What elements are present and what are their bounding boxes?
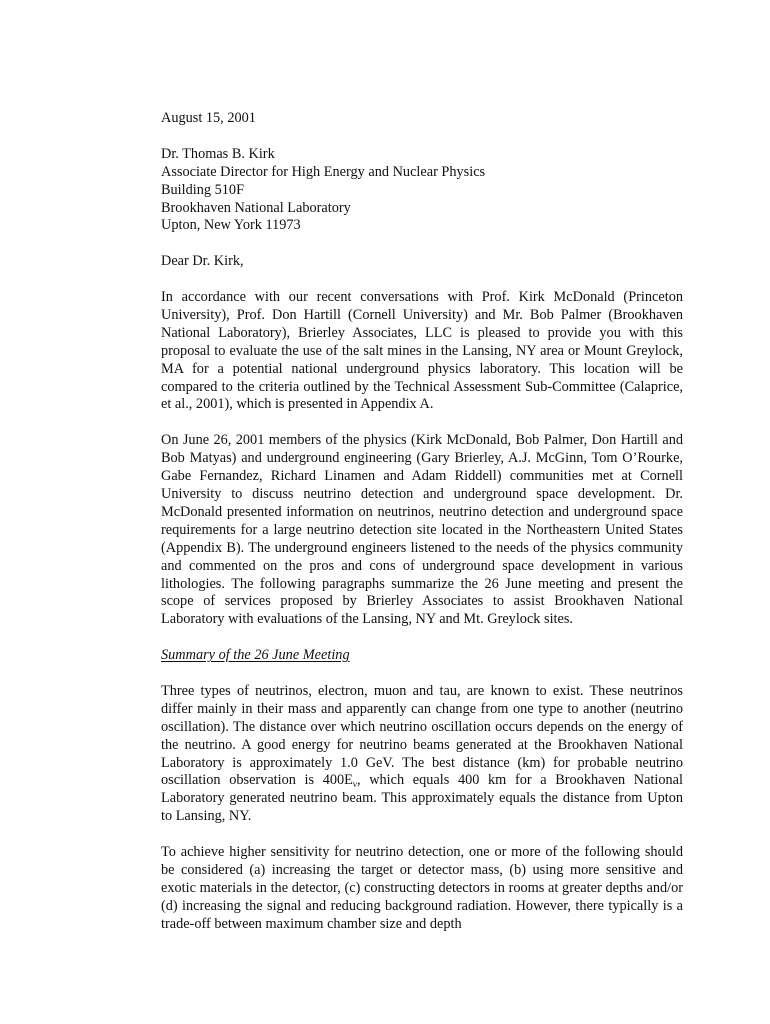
recipient-title: Associate Director for High Energy and Nuclear Physics	[161, 163, 486, 180]
spacer	[161, 826, 683, 844]
recipient-name: Dr. Thomas B. Kirk	[161, 145, 275, 162]
recipient-building: Building 510F	[161, 181, 245, 198]
section-heading-text: Summary of the 26 June Meeting	[161, 647, 350, 664]
nu-subscript: ν	[352, 779, 357, 790]
spacer	[161, 665, 683, 683]
spacer	[161, 235, 683, 253]
salutation: Dear Dr. Kirk,	[161, 253, 244, 270]
spacer	[161, 128, 683, 146]
recipient-organization: Brookhaven National Laboratory	[161, 199, 351, 216]
letter-date: August 15, 2001	[161, 110, 256, 126]
spacer	[161, 629, 683, 647]
recipient-address	[161, 146, 683, 236]
spacer	[161, 271, 683, 289]
spacer	[161, 414, 683, 432]
paragraph-neutrino-types-text-end: , which equals 400 km for a Brookhaven National Laboratory generated neutrino beam. This approximately equals the distance from Upton to Lansing, NY.	[161, 772, 683, 825]
letter-page	[161, 110, 683, 934]
paragraph-neutrino-types-text: Three types of neutrinos, electron, muon and tau, are known to exist. These neutrinos differ mainly in their mass and apparently can change from one type to another (neutrino oscillation). The distance over which neutrino oscillation occurs depends on the energy of the neutrino. A good energy for neutrino beams generated at the Brookhaven National Laboratory is approximately 1.0 GeV. The best distance (km) for probable neutrino oscillation observation is 400E	[161, 682, 683, 789]
paragraph-proposal-intro: In accordance with our recent conversations with Prof. Kirk McDonald (Princeton University), Prof. Don Hartill (Cornell University) and Mr. Bob Palmer (Brookhaven National Laboratory), Brierley Associates, LLC is pleased to provide you with this proposal to evaluate the use of the salt mines in the Lansing, NY area or Mount Greylock, MA for a potential national underground physics laboratory. This location will be compared to the criteria outlined by the Technical Assessment Sub-Committee (Calaprice, et al., 2001), which is presented in Appendix A.	[161, 289, 683, 413]
paragraph-meeting-background: On June 26, 2001 members of the physics (Kirk McDonald, Bob Palmer, Don Hartill and Bob Matyas) and underground engineering (Gary Brierley, A.J. McGinn, Tom O’Rourke, Gabe Fernandez, Richard Linamen and Adam Riddell) communities met at Cornell University to discuss neutrino detection and underground space development. Dr. McDonald presented information on neutrinos, neutrino detection and underground space requirements for a large neutrino detection site located in the Northeastern United States (Appendix B). The underground engineers listened to the needs of the physics community and commented on the pros and cons of underground space development in various lithologies. The following paragraphs summarize the 26 June meeting and present the scope of services proposed by Brierley Associates to assist Brookhaven National Laboratory with evaluations of the Lansing, NY and Mt. Greylock sites.	[161, 432, 683, 628]
recipient-city: Upton, New York 11973	[161, 217, 301, 234]
section-heading	[161, 647, 683, 665]
paragraph-neutrino-types	[161, 683, 683, 826]
paragraph-detection-sensitivity: To achieve higher sensitivity for neutrino detection, one or more of the following should be considered (a) increasing the target or detector mass, (b) using more sensitive and exotic materials in the detector, (c) constructing detectors in rooms at greater depths and/or (d) increasing the signal and reducing background radiation. However, there typically is a trade-off between maximum chamber size and depth	[161, 844, 683, 932]
